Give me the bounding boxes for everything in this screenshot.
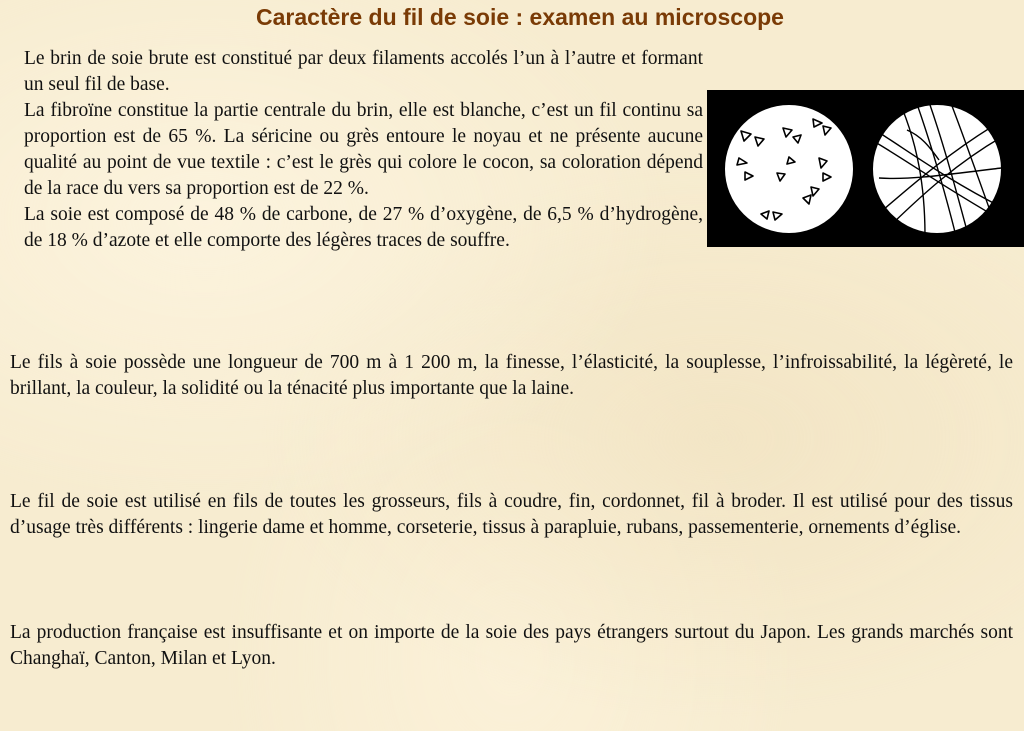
paragraph-brin: Le brin de soie brute est constitué par deux filaments accolés l’un à l’autre et formant un seul fil de base.: [24, 48, 703, 95]
cross-section-view: [724, 104, 854, 234]
intro-block: [24, 46, 703, 254]
paragraph-fibroine: La fibroïne constitue la partie centrale du brin, elle est blanche, c’est un fil continu sa proportion est de 65 %. La séricine ou grès entoure le noyau et ne présente aucune qualité au point de vue textile : c’est le grès qui colore le cocon, sa coloration dépend de la race du vers sa proportion est de 22 %.: [24, 100, 703, 199]
paragraph-uses: Le fil de soie est utilisé en fils de toutes les grosseurs, fils à coudre, fin, cordonnet, fil à broder. Il est utilisé pour des tissus d’usage très différents : lingerie dame et homme, corseterie, tissus à parapluie, rubans, passementerie, ornements d’église.: [10, 491, 1013, 538]
paragraph-production: La production française est insuffisante et on importe de la soie des pays étrangers surtout du Japon. Les grands marchés sont Changhaï, Canton, Milan et Lyon.: [10, 622, 1013, 669]
page-title: Caractère du fil de soie : examen au microscope: [256, 4, 784, 30]
paragraph-properties: Le fils à soie possède une longueur de 700 m à 1 200 m, la finesse, l’élasticité, la souplesse, l’infroissabilité, la légèreté, le brillant, la couleur, la solidité ou la ténacité plus importante que la laine.: [10, 352, 1013, 399]
paragraph-composition: La soie est composé de 48 % de carbone, de 27 % d’oxygène, de 6,5 % d’hydrogène, de 18 % d’azote et elle comporte des légères traces de souffre.: [24, 204, 703, 251]
microscope-figure: [707, 90, 1024, 247]
longitudinal-view: [872, 102, 1007, 240]
